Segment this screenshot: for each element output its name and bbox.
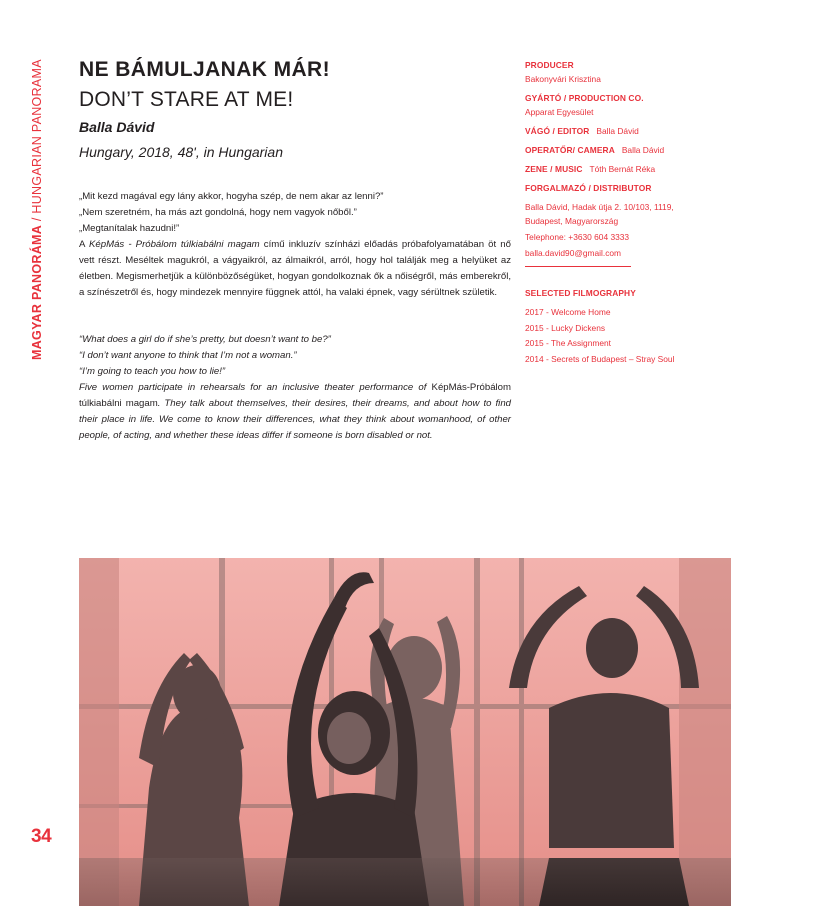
synopsis-en-text-b: . They talk about themselves, their desires, their dreams, and about how to find their place in life. We come to know their differences, what they think about womanhood, of other people, of acting, and whether these ideas differ if someone is born disabled or not. — [79, 398, 511, 441]
music-row — [525, 162, 735, 176]
camera-row — [525, 143, 735, 157]
distributor-address-1: Balla Dávid, Hadak útja 2. 10/103, 1119, — [525, 202, 674, 212]
production-value: Apparat Egyesület — [525, 107, 594, 117]
music-value: Tóth Bernát Réka — [589, 164, 656, 174]
film-title-english: DON’T STARE AT ME! — [79, 88, 294, 111]
director-name: Balla Dávid — [79, 119, 155, 135]
editor-value: Balla Dávid — [596, 126, 639, 136]
distributor-phone: Telephone: +3630 604 3333 — [525, 232, 630, 242]
quote-hu-3: „Megtanítalak hazudni!” — [79, 223, 180, 234]
email-underline-divider — [525, 266, 631, 267]
synopsis-hu-text-b: című inkluzív színházi előadás próbafolyamatában öt nő vett részt. Meséltek magukról, a vágyaikról, az álmaikról, arról, hogy hol találják meg a helyüket az életben. Megismerhetjük a különbözőségüket, hogyan gondolkoznak ők a nőiségről, más emberekről, a színészetről és, hogy mindezek mennyire függnek attól, ha valaki épnek, vagy sérültnek születik. — [79, 239, 511, 298]
filmography-item: 2017 - Welcome Home — [525, 307, 611, 317]
quote-en-3: “I’m going to teach you how to lie!” — [79, 366, 226, 377]
synopsis-en-paragraph — [79, 380, 511, 444]
synopsis-hu-text-a: A — [79, 239, 90, 250]
filmography-section — [525, 286, 735, 367]
synopsis-english — [79, 332, 511, 444]
synopsis-en-performance-title: KépMás-Próbálom túlkiabálni magam — [79, 382, 511, 409]
section-label-en: HUNGARIAN PANORAMA — [30, 59, 44, 214]
synopsis-hungarian — [79, 189, 511, 301]
quote-en-2: “I don’t want anyone to think that I’m not a woman.” — [79, 350, 297, 361]
filmography-item: 2015 - Lucky Dickens — [525, 322, 606, 333]
distributor-label: FORGALMAZÓ / DISTRIBUTOR — [525, 183, 652, 193]
synopsis-en-text-a: Five women participate in rehearsals for an inclusive theater performance of — [79, 382, 432, 393]
filmography-item: 2014 - Secrets of Budapest – Stray Soul — [525, 353, 675, 364]
quote-hu-1: „Mit kezd magával egy lány akkor, hogyha szép, de nem akar az lenni?” — [79, 191, 384, 202]
camera-value: Balla Dávid — [621, 145, 665, 155]
film-title-hungarian: NE BÁMULJANAK MÁR! — [79, 58, 331, 81]
synopsis-hu-performance-title: KépMás - Próbálom túlkiabálni magam — [89, 239, 260, 250]
synopsis-hu-paragraph — [79, 237, 511, 301]
producer-label: PRODUCER — [525, 60, 574, 70]
producer-value: Bakonyvári Krisztina — [525, 74, 601, 84]
production-label: GYÁRTÓ / PRODUCTION CO. — [525, 93, 644, 103]
camera-label: OPERATŐR/ CAMERA — [525, 145, 615, 155]
filmography-item: 2015 - The Assignment — [525, 338, 611, 348]
editor-label: VÁGÓ / EDITOR — [525, 126, 590, 136]
section-label-hu: MAGYAR PANORÁMA — [30, 224, 44, 360]
distributor-email[interactable]: balla.david90@gmail.com — [525, 248, 622, 258]
quote-en-1: “What does a girl do if she’s pretty, but doesn’t want to be?” — [79, 334, 331, 345]
credits-panel — [525, 58, 735, 367]
distributor-address-2: Budapest, Magyarország — [525, 216, 619, 226]
editor-row — [525, 124, 735, 138]
dancers-illustration — [79, 558, 731, 906]
section-label-separator: / — [30, 213, 44, 225]
film-meta: Hungary, 2018, 48', in Hungarian — [79, 144, 283, 160]
quote-hu-2: „Nem szeretném, ha más azt gondolná, hogy nem vagyok nőből.” — [79, 207, 357, 218]
section-side-label — [30, 59, 44, 360]
filmography-label: SELECTED FILMOGRAPHY — [525, 288, 636, 298]
film-still-photo — [79, 558, 731, 906]
music-label: ZENE / MUSIC — [525, 164, 583, 174]
page-number: 34 — [31, 826, 52, 847]
